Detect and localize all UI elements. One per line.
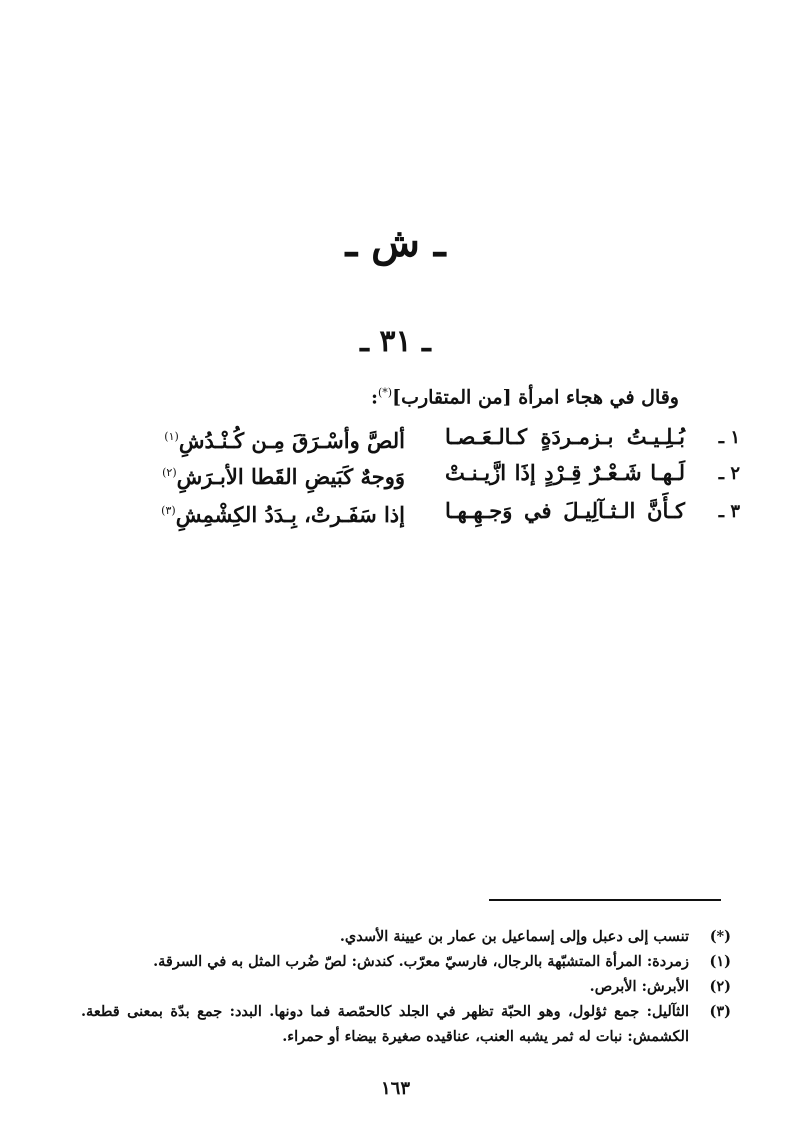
verse-first-hemistich: بُـلِـيـتُ بـزمـردَةٍ كـالـعَـصـا: [445, 424, 685, 449]
poem-intro-text: وقال في هجاء امرأة [من المتقارب]: [392, 386, 679, 409]
footnote-label: (٢): [709, 978, 731, 995]
verse-second-hemistich-text: ألصَّ وأسْـرَقَ مِـن كُـنْـدُشِ: [178, 428, 405, 453]
footnote-label: (٣): [709, 1003, 731, 1020]
section-letter-heading: ـ ش ـ: [345, 219, 446, 266]
page-number: ١٦٣: [380, 1078, 410, 1099]
footnote: [81, 999, 731, 1049]
poem-intro-colon: :: [370, 386, 378, 409]
footnote-label: (*): [709, 928, 731, 945]
verse-number: ٣ ـ: [718, 501, 740, 522]
footnote-text: زمردة: المرأة المتشبّهة بالرجال، فارسيّ معرّب. كندش: لصّ ضُرب المثل به في السرقة.: [153, 953, 689, 970]
verse-number: ٢ ـ: [718, 463, 740, 484]
verse-footnote-mark: (٣): [161, 504, 176, 517]
verse-second-hemistich: [135, 494, 405, 532]
footnote-label: (١): [709, 953, 731, 970]
verse-line: [60, 494, 740, 530]
footnotes: [81, 924, 731, 1049]
verse-first-hemistich: كـأَنَّ الـثـآلِيـلَ في وَجـهِـهـا: [445, 498, 685, 523]
verse-footnote-mark: (٢): [162, 466, 177, 479]
verse-second-hemistich: [135, 456, 405, 494]
verse-line: [60, 420, 740, 456]
footnote-text: تنسب إلى دعبل وإلى إسماعيل بن عمار بن عيينة الأسدي.: [339, 928, 689, 945]
poem-intro: [119, 378, 679, 412]
verse-footnote-mark: (١): [164, 430, 179, 443]
footnote-text: الثآليل: جمع ثؤلول، وهو الحبّة تظهر في الجلد كالحمّصة فما دونها. البدد: جمع بدّة بمعنى قطعة. الكشمش: نبات له ثمر يشبه العنب، عناقيده صغيرة بيضاء أو حمراء.: [81, 1003, 689, 1045]
footnote: [81, 949, 731, 974]
verse-first-hemistich: لَـهـا شَـعْـرٌ قِـرْدٍ إذَا ازَّيـنـتْ: [445, 460, 685, 485]
footnote: [81, 974, 731, 999]
verse-second-hemistich-text: إذا سَفَـرتْ، بِـدَدُ الكِشْمِشِ: [175, 502, 405, 527]
footnote-text: الأبرش: الأبرص.: [589, 978, 689, 995]
verse-number: ١ ـ: [718, 427, 740, 448]
poem-number: ـ ٣١ ـ: [360, 324, 431, 359]
footnote: [81, 924, 731, 949]
verse-line: [60, 456, 740, 492]
verse-second-hemistich: [135, 420, 405, 458]
footnote-separator-rule: [489, 899, 721, 901]
intro-footnote-mark: (*): [378, 386, 393, 399]
verse-second-hemistich-text: وَوجهٌ كَبَيضِ القَطا الأبـرَشِ: [176, 464, 405, 489]
